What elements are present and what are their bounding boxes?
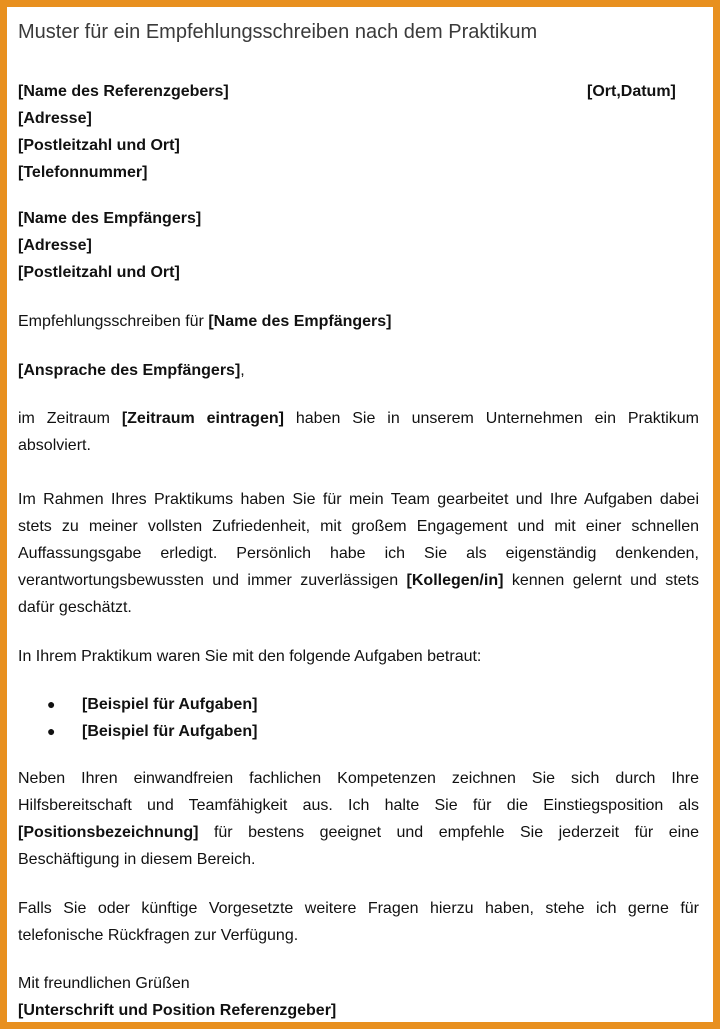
paragraph-contact xyxy=(18,895,699,949)
paragraph-evaluation xyxy=(18,486,699,621)
recipient-block xyxy=(18,205,699,286)
page-title: Muster für ein Empfehlungsschreiben nach dem Praktikum xyxy=(18,21,538,43)
signature-placeholder: [Unterschrift und Position Referenzgeber] xyxy=(18,1002,337,1019)
para1-text: absolviert. xyxy=(18,437,91,454)
bullet-icon: ● xyxy=(47,696,56,712)
closing-greeting: Mit freundlichen Grüßen xyxy=(18,975,190,992)
recipient-zip-city: [Postleitzahl und Ort] xyxy=(18,264,180,281)
subject-name: [Name des Empfängers] xyxy=(208,313,392,330)
recipient-name: [Name des Empfängers] xyxy=(18,210,202,227)
para1-text: im Zeitraum xyxy=(18,410,122,427)
salutation xyxy=(18,357,699,384)
para2-text: Im Rahmen Ihres Praktikums haben Sie für mein Team gearbeitet und Ihre Aufgaben dabei xyxy=(18,491,699,508)
para3-text: Neben Ihren einwandfreien fachlichen Kompetenzen zeichnen Sie sich durch Ihre xyxy=(18,770,699,787)
para2-text: dafür geschätzt. xyxy=(18,599,132,616)
para3-text: für bestens geeignet und empfehle Sie jederzeit für eine xyxy=(198,824,699,841)
tasks-intro-text: In Ihrem Praktikum waren Sie mit den folgende Aufgaben betraut: xyxy=(18,648,482,665)
colleague-placeholder: [Kollegen/in] xyxy=(406,572,504,589)
tasks-list xyxy=(18,691,699,745)
para3-text: Hilfsbereitschaft und Teamfähigkeit aus. Ich halte Sie für die Einstiegsposition als xyxy=(18,797,699,814)
sender-address: [Adresse] xyxy=(18,110,92,127)
para3-text: Beschäftigung in diesem Bereich. xyxy=(18,851,256,868)
closing xyxy=(18,970,699,1024)
para2-text: kennen gelernt und stets xyxy=(503,572,699,589)
list-item xyxy=(18,691,699,718)
salutation-text: [Ansprache des Empfängers] xyxy=(18,362,241,379)
bullet-icon: ● xyxy=(47,723,56,739)
sender-zip-city: [Postleitzahl und Ort] xyxy=(18,137,180,154)
para2-text: verantwortungsbewussten und immer zuverlässigen xyxy=(18,572,407,589)
task-text: [Beispiel für Aufgaben] xyxy=(82,723,258,740)
place-date: [Ort,Datum] xyxy=(587,83,676,100)
list-item xyxy=(18,718,699,745)
para4-text: Falls Sie oder künftige Vorgesetzte weitere Fragen hierzu haben, stehe ich gerne für xyxy=(18,900,699,917)
paragraph-competence xyxy=(18,765,699,873)
sender-name: [Name des Referenzgebers] xyxy=(18,83,229,100)
sender-phone: [Telefonnummer] xyxy=(18,164,148,181)
letter-page xyxy=(7,7,713,1022)
para2-text: Auffassungsgabe erledigt. Persönlich habe ich Sie als eigenständig denkenden, xyxy=(18,545,699,562)
salutation-suffix: , xyxy=(240,362,245,379)
task-text: [Beispiel für Aufgaben] xyxy=(82,696,258,713)
position-placeholder: [Positionsbezeichnung] xyxy=(18,824,199,841)
para1-text: haben Sie in unserem Unternehmen ein Praktikum xyxy=(283,410,700,427)
paragraph-period xyxy=(18,405,699,459)
recipient-address: [Adresse] xyxy=(18,237,92,254)
para4-text: telefonische Rückfragen zur Verfügung. xyxy=(18,927,299,944)
tasks-intro xyxy=(18,643,699,670)
subject-prefix: Empfehlungsschreiben für xyxy=(18,313,209,330)
para2-text: stets zu meiner vollsten Zufriedenheit, mit großem Engagement und mit einer schnellen xyxy=(18,518,699,535)
period-placeholder: [Zeitraum eintragen] xyxy=(121,410,284,427)
subject-line xyxy=(18,308,699,335)
